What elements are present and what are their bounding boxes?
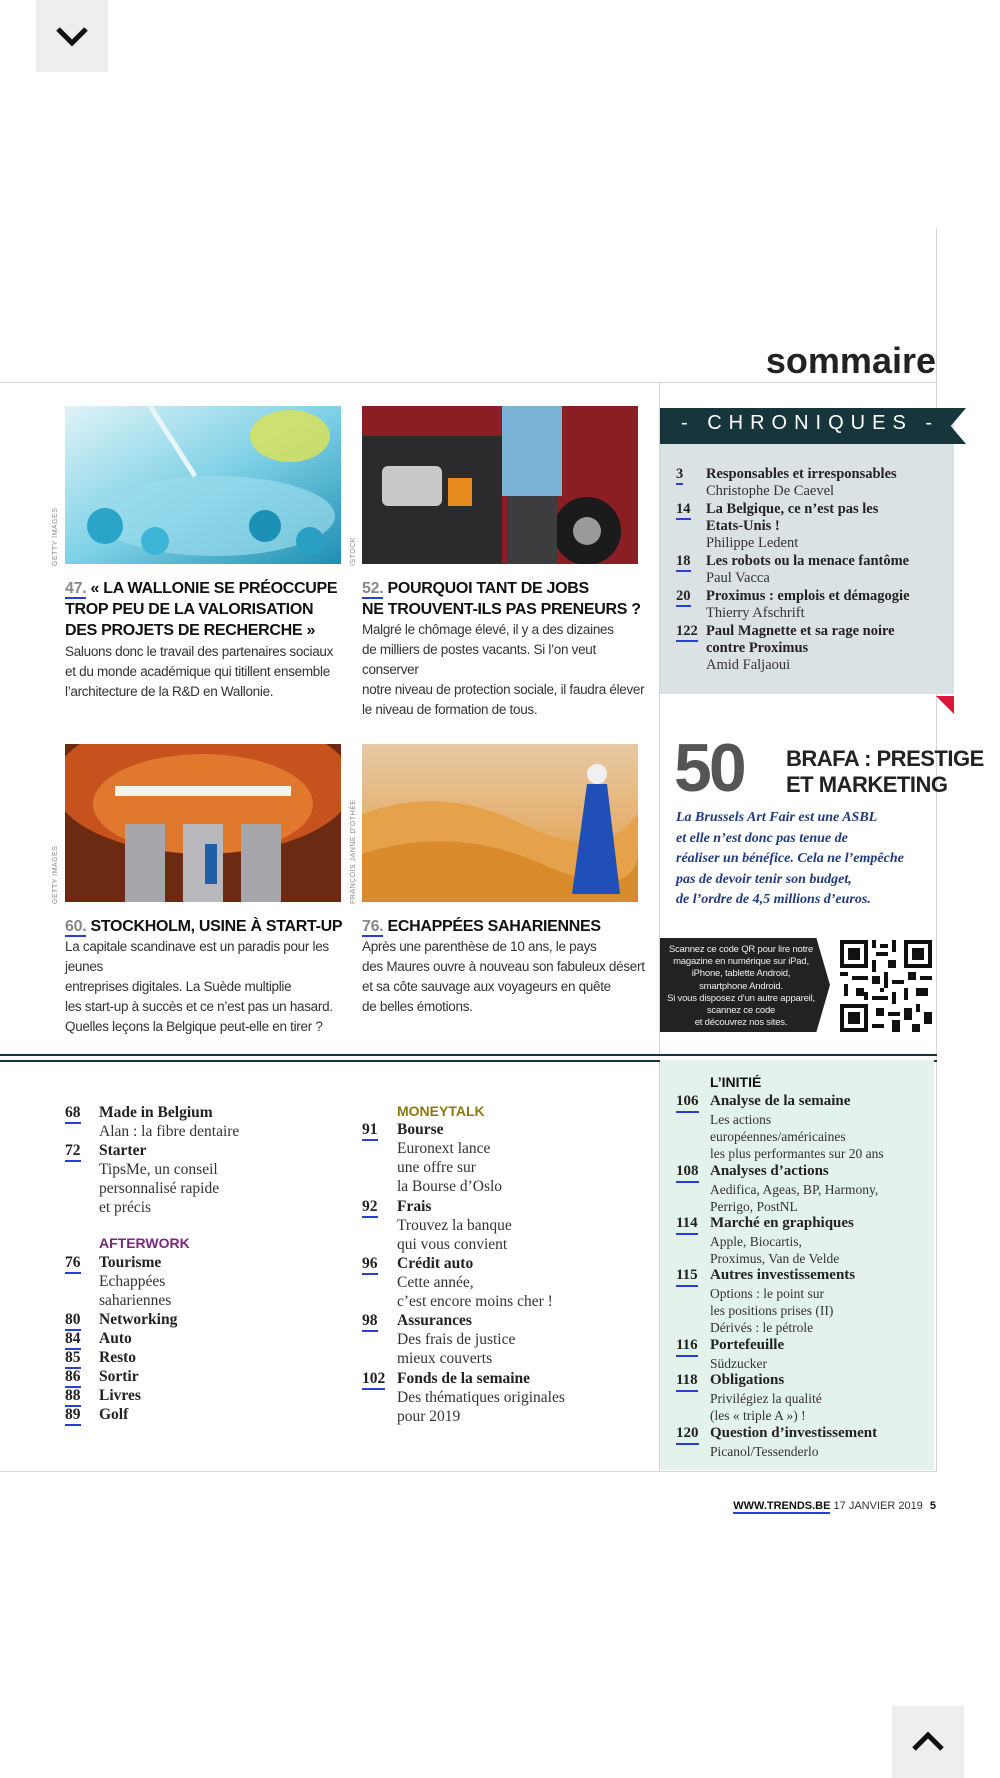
- page-footer: [733, 1500, 936, 1512]
- article-headline[interactable]: 47. « LA WALLONIE SE PRÉOCCUPE TROP PEU DE LA VALORISATION DES PROJETS DE RECHERCHE »: [65, 580, 338, 639]
- feature-page-number: 50: [674, 730, 744, 806]
- article-summary: Après une parenthèse de 10 ans, le pays des Maures ouvre à nouveau son fabuleux désert et sa côte sauvage aux voyageurs en quête de belles émotions.: [362, 939, 645, 1014]
- page-number: 52.: [362, 580, 384, 597]
- corner-marker: [936, 696, 954, 714]
- issue-date: 17 JANVIER 2019: [833, 1500, 923, 1512]
- article-image-lab[interactable]: [65, 406, 341, 564]
- feature-summary: La Brussels Art Fair est une ASBL et elle n’est donc pas tenue de réaliser un bénéfice. Cela ne l’empêche pas de devoir tenir son budget, de l’ordre de 4,5 millions d’euros.: [676, 810, 904, 907]
- chevron-down-icon: [53, 17, 91, 55]
- chevron-up-icon: [909, 1723, 947, 1761]
- chroniques-title: - CHRONIQUES -: [681, 412, 939, 434]
- article-image-desert[interactable]: [362, 744, 638, 902]
- article-summary: Malgré le chômage élevé, il y a des dizaines de milliers de postes vacants. Si l’on veut conserver notre niveau de protection sociale, il faudra élever le niveau de formation de tous.: [362, 622, 645, 717]
- section-label-afterwork: AFTERWORK: [99, 1235, 190, 1251]
- qr-code[interactable]: [840, 940, 932, 1032]
- article-headline[interactable]: 52. POURQUOI TANT DE JOBS NE TROUVENT-ILS PAS PRENEURS ?: [362, 580, 641, 618]
- photo-credit: GETTY IMAGES: [52, 845, 59, 904]
- section-label-initie: L’INITIÉ: [710, 1074, 762, 1090]
- article-image-metro[interactable]: [65, 744, 341, 902]
- article-headline[interactable]: 76. ECHAPPÉES SAHARIENNES: [362, 918, 601, 935]
- feature-headline[interactable]: BRAFA : PRESTIGE ET MARKETING: [786, 746, 984, 797]
- site-link[interactable]: WWW.TRENDS.BE: [733, 1500, 831, 1512]
- page-number: 47.: [65, 580, 87, 597]
- photo-credit: GETTY IMAGES: [52, 507, 59, 566]
- photo-credit: FRANÇOIS JANNE D'OTHÉE: [350, 799, 357, 904]
- article-headline[interactable]: 60. STOCKHOLM, USINE À START-UP: [65, 918, 343, 935]
- article-image-truck[interactable]: [362, 406, 638, 564]
- section-label-moneytalk: MONEYTALK: [397, 1103, 485, 1119]
- page-title: sommaire: [765, 340, 936, 381]
- folio-number: 5: [929, 1500, 936, 1512]
- page-number: 60.: [65, 918, 87, 935]
- section-divider: [0, 1054, 937, 1056]
- photo-credit: ISTOCK: [350, 537, 357, 566]
- article-summary: Saluons donc le travail des partenaires sociaux et du monde académique qui titillent ensemble l’architecture de la R&D en Wallonie.: [65, 644, 334, 699]
- article-summary: La capitale scandinave est un paradis pour les jeunes entreprises digitales. La Suède multiplie les start-up à succès et ce n’est pas un hasard. Quelles leçons la Belgique peut-elle en tirer ?: [65, 939, 333, 1034]
- qr-instructions: Scannez ce code QR pour lire notre magazine en numérique sur iPad, iPhone, tablette Android, smartphone Android. Si vous disposez d’un autre appareil, scannez ce code et découvrez nos sites.: [667, 944, 815, 1029]
- bottom-rule: [0, 1471, 937, 1472]
- header-rule: [0, 382, 937, 383]
- scroll-up-button[interactable]: [892, 1706, 964, 1778]
- page-number: 76.: [362, 918, 384, 935]
- scroll-down-button[interactable]: [36, 0, 108, 72]
